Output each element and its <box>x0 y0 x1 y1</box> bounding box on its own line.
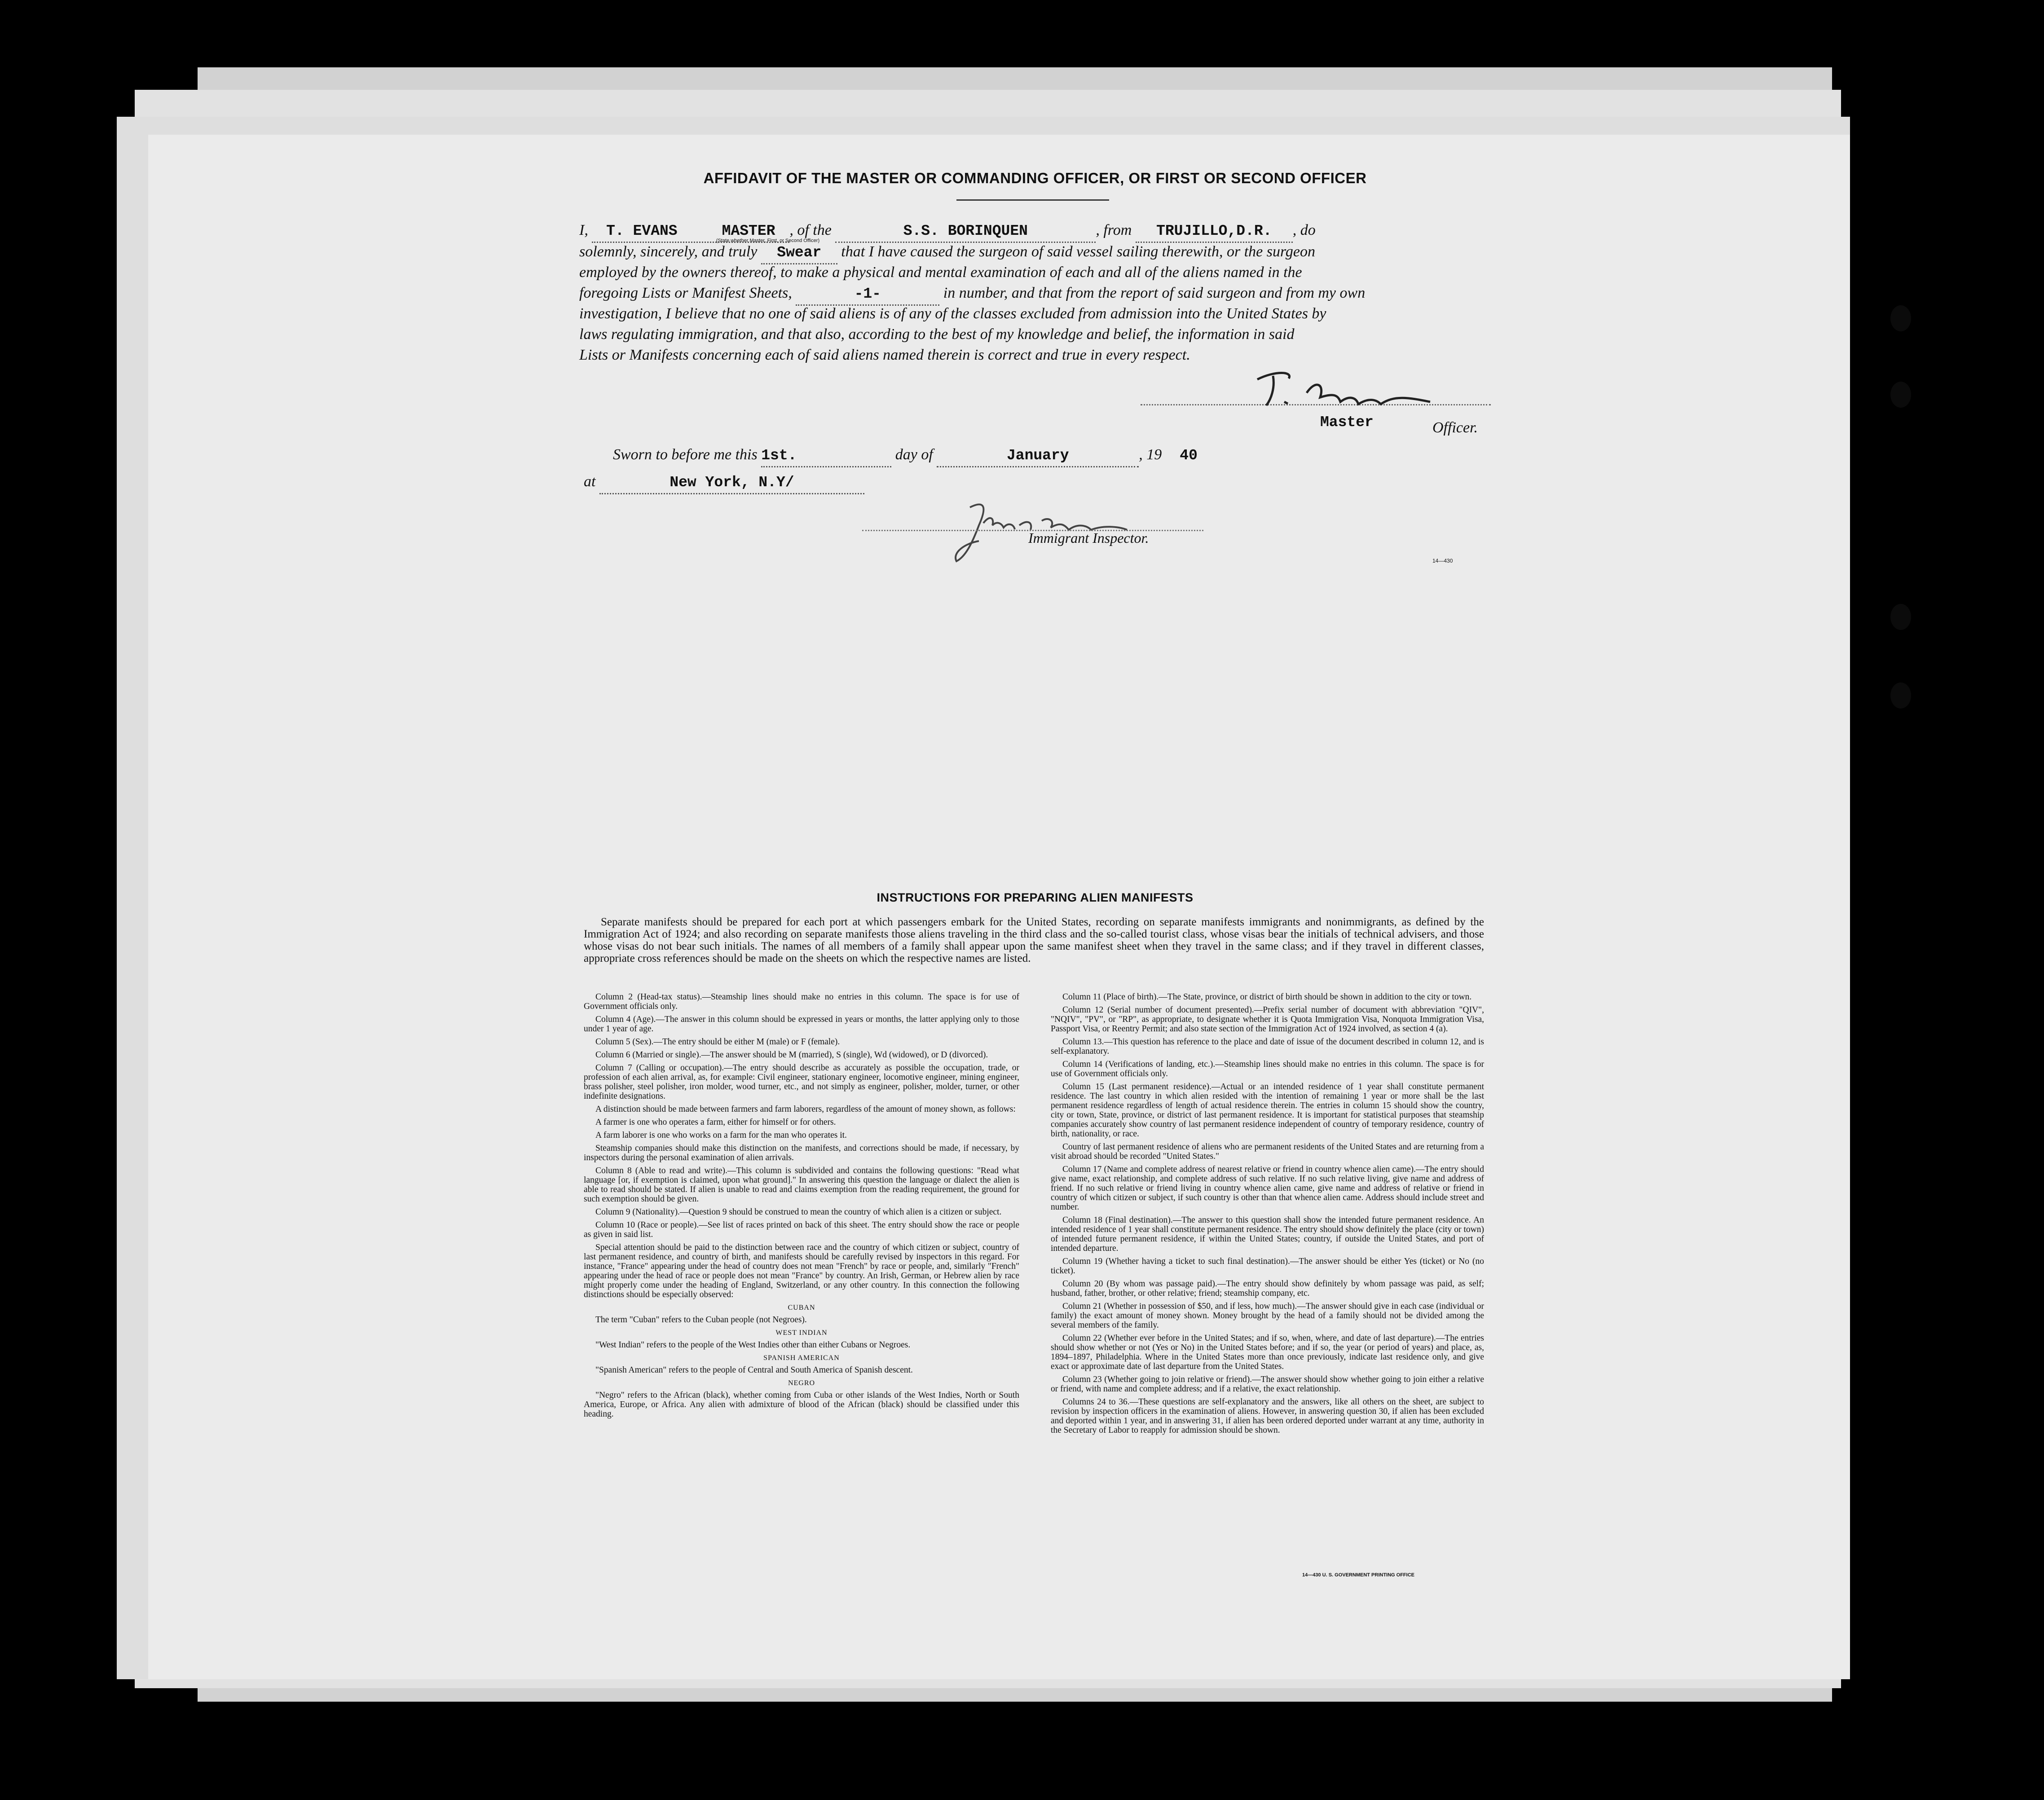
binder-hole-icon <box>1890 382 1911 408</box>
sworn-year-field: 40 <box>1180 447 1198 464</box>
instructions-intro: Separate manifests should be prepared for each port at which passengers embark for the United States, recording on separate manifests immigrants and nonimmigrants, as defined by the Immigration Act of 1924; and also recording on separate manifests those aliens traveling in the third class and the so-called tourist class, whose visas bear the initials of technical advisers, and those whose visas do not bear such initials. The names of all members of a family shall appear upon the same manifest sheet when they travel in the same class; and if they travel in different classes, appropriate cross references should be made on the sheets on which the respective names are listed. <box>584 916 1484 964</box>
instruction-paragraph: Column 4 (Age).—The answer in this column should be expressed in years or months, the latter applying only to those under 1 year of age. <box>584 1015 1019 1034</box>
affidavit-text: in number, and that from the report of said surgeon and from my own <box>943 285 1366 301</box>
affidavit-text: day of <box>895 446 933 463</box>
instruction-paragraph: A farmer is one who operates a farm, either for himself or for others. <box>595 1118 836 1127</box>
instruction-paragraph: Column 7 (Calling or occupation).—The entry should describe as accurately as possible the occupation, trade, or profession of each alien arrival, as, for example: Civil engineer, stationary engineer, locomotive engineer, mining engineer, brass polisher, steel polisher, iron molder, wood turner, etc., and not simply as engineer, polisher, molder, turner, or other indefinite designations. <box>584 1063 1019 1101</box>
instruction-paragraph: "West Indian" refers to the people of the West Indies other than either Cubans or Negroes. <box>595 1340 911 1350</box>
instruction-paragraph: Column 8 (Able to read and write).—This column is subdivided and contains the following questions: "Read what language [or, if exemption is claimed, upon what ground]." In answering this question the language or dialect the alien is able to read should be stated. If alien is unable to read and claims exemption from the reading requirement, the ground for such exemption should be given. <box>584 1166 1019 1204</box>
affidavit-line-7: Lists or Manifests concerning each of said aliens named therein is correct and true in every respect. <box>579 347 1190 363</box>
instruction-paragraph: Column 22 (Whether ever before in the United States; and if so, when, where, and date of last departure).—The entries should show whether or not (Yes or No) in the United States before; and if so, the year (or period of years) and place, as, 1894–1897, Philadelphia. Where in the United States more than once previously, indicate last residence only, and give exact or approximate date of last departure from the United States. <box>1051 1333 1484 1371</box>
affidavit-text: , from <box>1096 222 1132 238</box>
instruction-paragraph: Column 23 (Whether going to join relative or friend).—The answer should show whether going to join either a relative or friend, with name and complete address; and if a relative, the exact relationship. <box>1051 1375 1484 1394</box>
sworn-line <box>613 444 1511 467</box>
instruction-paragraph: Columns 24 to 36.—These questions are self-explanatory and the answers, like all others on the sheet, are subject to revision by inspection officers in the examination of aliens. However, in answering question 30, if alien has been excluded and deported within 1 year, and in answering 31, if alien has been ordered deported under warrant at any time, authority in the Secretary of Labor to reapply for admission should be shown. <box>1051 1397 1484 1435</box>
section-heading: NEGRO <box>788 1379 815 1387</box>
rank-note: (State whether Master, First, or Second Officer) <box>716 238 820 243</box>
sworn-month-field: January <box>937 445 1139 467</box>
affidavit-text: foregoing Lists or Manifest Sheets, <box>579 285 792 301</box>
instructions-title: INSTRUCTIONS FOR PREPARING ALIEN MANIFESTS <box>877 891 1194 904</box>
affidavit-line-2 <box>579 242 1486 264</box>
affidavit-text: at <box>584 473 596 490</box>
instruction-paragraph: Column 10 (Race or people).—See list of races printed on back of this sheet. The entry should show the race or people as given in said list. <box>584 1220 1019 1239</box>
affidavit-line-4 <box>579 283 1486 306</box>
instruction-paragraph: A distinction should be made between farmers and farm laborers, regardless of the amount of money shown, as follows: <box>595 1105 1016 1114</box>
instruction-paragraph: "Spanish American" refers to the people of Central and South America of Spanish descent. <box>595 1365 913 1375</box>
sheet-count-field: -1- <box>796 284 939 306</box>
title-rule <box>956 199 1109 201</box>
instruction-paragraph: Column 6 (Married or single).—The answer should be M (married), S (single), Wd (widowed), or D (divorced). <box>595 1050 988 1060</box>
instruction-paragraph: Column 13.—This question has reference to the place and date of issue of the document described in column 12, and is self-explanatory. <box>1051 1037 1484 1056</box>
inspector-label: Immigrant Inspector. <box>1028 530 1149 546</box>
affidavit-text: , 19 <box>1139 446 1162 463</box>
instruction-paragraph: A farm laborer is one who works on a farm for the man who operates it. <box>595 1131 847 1140</box>
instruction-paragraph: The term "Cuban" refers to the Cuban people (not Negroes). <box>595 1315 807 1325</box>
affidavit-line-6: laws regulating immigration, and that also, according to the best of my knowledge and belief, the information in said <box>579 326 1295 343</box>
instruction-paragraph: Column 5 (Sex).—The entry should be either M (male) or F (female). <box>595 1037 840 1047</box>
instruction-paragraph: Steamship companies should make this distinction on the manifests, and corrections should be made, if necessary, by inspectors during the personal examination of alien arrivals. <box>584 1144 1019 1162</box>
instruction-paragraph: Column 17 (Name and complete address of nearest relative or friend in country whence alien came).—The entry should give name, exact relationship, and complete address of such relative. If no such relative living, give name and address of friend. If no such relative or friend living in country whence alien came, give name and address of relative or friend in country of which citizen or subject, if such country is other than that whence alien came. Address should include street and number. <box>1051 1165 1484 1212</box>
affidavit-text: solemnly, sincerely, and truly <box>579 243 758 260</box>
instruction-paragraph: Special attention should be paid to the distinction between race and the country of which citizen or subject, country of last permanent residence, and country of birth, and manifests should be carefully revised by inspectors in this regard. For instance, "France" appearing under the head of country does not mean "French" by race or people, and, similarly "French" appearing under the head of race or people does not mean "France" by country. An Irish, German, or Hebrew alien by race might properly come under the heading of England, Switzerland, or any other country. In this connection the following distinctions should be especially observed: <box>584 1243 1019 1299</box>
instruction-paragraph: Column 20 (By whom was passage paid).—The entry should show definitely by whom passage was paid, as self; husband, father, brother, or other relative; friend; steamship company, etc. <box>1051 1279 1484 1298</box>
instruction-paragraph: Country of last permanent residence of aliens who are permanent residents of the United States and are returning from a visit abroad should be recorded "United States." <box>1051 1142 1484 1161</box>
document-page <box>148 135 1850 1679</box>
officer-signature <box>1253 366 1441 415</box>
affidavit-text: I, <box>579 222 588 238</box>
instruction-paragraph: Column 14 (Verifications of landing, etc.).—Steamship lines should make no entries in this column. The space is for use of Government officials only. <box>1051 1060 1484 1078</box>
affidavit-title: AFFIDAVIT OF THE MASTER OR COMMANDING OFFICER, OR FIRST OR SECOND OFFICER <box>703 170 1367 186</box>
section-heading: WEST INDIAN <box>775 1329 828 1337</box>
instruction-paragraph: Column 21 (Whether in possession of $50, and if less, how much).—The answer should give in each case (individual or family) the exact amount of money shown. Money brought by the head of a family should not be divided among the several members of the family. <box>1051 1302 1484 1330</box>
section-heading: SPANISH AMERICAN <box>763 1354 840 1362</box>
form-number: 14—430 <box>1432 558 1453 564</box>
printing-footer: 14—430 U. S. GOVERNMENT PRINTING OFFICE <box>1302 1572 1414 1578</box>
instruction-paragraph: Column 9 (Nationality).—Question 9 should be construed to mean the country of which alien is a citizen or subject. <box>595 1207 1002 1217</box>
vessel-name-field: S.S. BORINQUEN <box>835 221 1096 243</box>
instruction-paragraph: Column 2 (Head-tax status).—Steamship lines should make no entries in this column. The space is for use of Government officials only. <box>584 992 1019 1011</box>
affidavit-text: that I have caused the surgeon of said vessel sailing therewith, or the surgeon <box>841 243 1316 260</box>
instruction-paragraph: Column 18 (Final destination).—The answer to this question shall show the intended future permanent residence. An intended residence of 1 year shall constitute permanent residence. The entry should show definitely the place (city or town) of intended future permanent residence, if within the United States; country, if outside the United States, and port of intended departure. <box>1051 1215 1484 1253</box>
instruction-paragraph: Column 19 (Whether having a ticket to such final destination).—The answer should be either Yes (ticket) or No (no ticket). <box>1051 1257 1484 1276</box>
section-heading: CUBAN <box>788 1304 815 1311</box>
instructions-left-column <box>584 992 1019 1422</box>
affidavit-text: , do <box>1292 222 1316 238</box>
departure-port-field: TRUJILLO,D.R. <box>1136 221 1293 243</box>
binder-hole-icon <box>1890 305 1911 331</box>
officer-rank: Master <box>1320 414 1374 431</box>
binder-hole-icon <box>1890 604 1911 630</box>
affidavit-text: Sworn to before me this <box>613 446 758 463</box>
affidavit-text: , of the <box>789 222 832 238</box>
officer-rank-field: MASTER <box>722 223 775 239</box>
sworn-place-line <box>584 471 864 494</box>
sworn-day-field: 1st. <box>761 445 891 467</box>
instruction-paragraph: "Negro" refers to the African (black), whether coming from Cuba or other islands of the West Indies, North or South America, Europe, or Africa. Any alien with admixture of blood of the African (black) should be classified under this heading. <box>584 1391 1019 1419</box>
oath-field: Swear <box>761 242 837 264</box>
instruction-paragraph: Column 11 (Place of birth).—The State, province, or district of birth should be shown in addition to the city or town. <box>1062 992 1472 1002</box>
binder-hole-icon <box>1890 682 1911 709</box>
instruction-paragraph: Column 12 (Serial number of document presented).—Prefix serial number of document with abbreviation "QIV", "NQIV", "PV", or "RP", as appropriate, to designate whether it is Quota Immigration Visa, Nonquota Immigration Visa, Passport Visa, or Reentry Permit; and also state section of the Immigration Act of 1924 involved, as section 4 (a). <box>1051 1005 1484 1034</box>
officer-name: T. EVANS <box>606 223 678 239</box>
sworn-place-field: New York, N.Y/ <box>599 472 864 494</box>
officer-label: Officer. <box>1432 419 1478 436</box>
affidavit-line-5: investigation, I believe that no one of said aliens is of any of the classes excluded from admission into the United States by <box>579 305 1326 322</box>
instruction-paragraph: Column 15 (Last permanent residence).—Actual or an intended residence of 1 year shall constitute permanent residence. The last country in which alien resided with the intention of remaining 1 year or more shall be the last permanent residence regardless of length of actual residence therein. The entries in column 15 should show the country, city or town, State, province, or district of last permanent residence. It is important for statistical purposes that steamship companies accurately show country of last permanent residence independent of country of temporary residence, country of birth, nationality, or race. <box>1051 1082 1484 1139</box>
instructions-right-column <box>1051 992 1484 1439</box>
affidavit-line-3: employed by the owners thereof, to make a physical and mental examination of each and all of the aliens named in the <box>579 264 1302 281</box>
